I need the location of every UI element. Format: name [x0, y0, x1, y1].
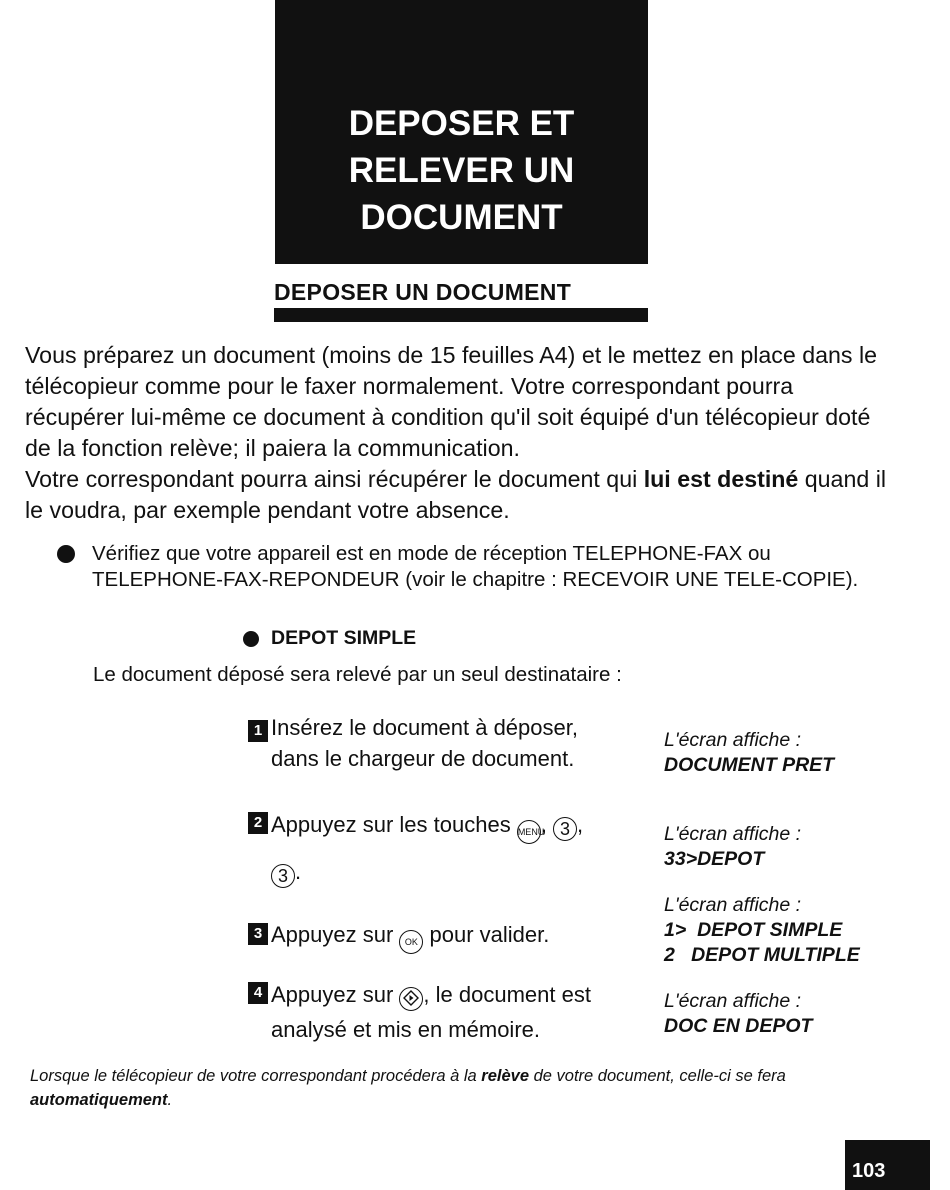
- footnote-text-3: .: [167, 1091, 173, 1109]
- step-number-2: 2: [248, 812, 268, 834]
- step-3-screen-value-1: 1> DEPOT SIMPLE: [664, 919, 843, 941]
- depot-simple-heading: DEPOT SIMPLE: [271, 627, 417, 649]
- step-4-screen-label: L'écran affiche :: [664, 990, 802, 1012]
- step-1-screen-label: L'écran affiche :: [664, 729, 802, 751]
- bullet-icon: [57, 545, 75, 563]
- step-3-line-1: Appuyez sur: [271, 922, 400, 947]
- section-heading: DEPOSER UN DOCUMENT: [274, 279, 572, 305]
- title-block: [275, 0, 648, 264]
- depot-simple-description: Le document déposé sera relevé par un seul destinataire :: [93, 663, 622, 686]
- intro-paragraph-1: Vous préparez un document (moins de 15 feuilles A4) et le mettez en place dans le télécopieur comme pour le faxer normalement. Votre correspondant pourra récupérer lui-même ce document à condition qu'il soit équipé d'un télécopieur doté de la fonction relève; il paiera la communication.: [25, 342, 878, 461]
- step-2-screen-label: L'écran affiche :: [664, 823, 802, 845]
- step-4-screen-value: DOC EN DEPOT: [664, 1015, 813, 1037]
- ok-key-icon: OK: [399, 930, 423, 954]
- step-2-text-cont: 3 .: [271, 856, 301, 888]
- step-2-screen-value: 33>DEPOT: [664, 848, 765, 870]
- step-3-line-1-end: pour valider.: [423, 922, 550, 947]
- step-1-line-1: Insérez le document à déposer,: [271, 715, 578, 740]
- footnote-bold-2: automatiquement: [30, 1091, 168, 1109]
- intro-p2-bold: lui est destiné: [643, 466, 799, 492]
- step-3-screen-label: L'écran affiche :: [664, 894, 802, 916]
- step-3-screen-value-2: 2 DEPOT MULTIPLE: [664, 944, 860, 966]
- menu-key-icon: MENU: [517, 820, 541, 844]
- intro-p2-text: Votre correspondant pourra ainsi récupérer le document qui: [25, 466, 644, 492]
- intro-p2-end: quand il le voudra, par exemple pendant votre absence.: [25, 466, 886, 523]
- bullet-text: Vérifiez que votre appareil est en mode de réception TELEPHONE-FAX ou TELEPHONE-FAX-REPONDEUR (voir le chapitre : RECEVOIR UNE TELE-COPIE).: [92, 542, 859, 591]
- intro-text: [25, 340, 895, 526]
- footnote: [30, 1064, 910, 1112]
- footnote-bold-1: relève: [481, 1067, 530, 1085]
- depot-simple-bullet-icon: [243, 631, 259, 647]
- step-4-line-1-end: , le document est: [423, 982, 591, 1007]
- step-4-line-1: [271, 979, 591, 1011]
- step-number-4: 4: [248, 982, 268, 1004]
- step-number-1: 1: [248, 720, 268, 742]
- step-4-line-2: analysé et mis en mémoire.: [271, 1017, 540, 1042]
- step-1-line-2: dans le chargeur de document.: [271, 746, 575, 771]
- step-3-text: [271, 919, 549, 954]
- step-4-text: [271, 979, 591, 1045]
- intro-paragraph-2: [25, 464, 895, 526]
- page-number-tab: [845, 1140, 930, 1190]
- page-title: DEPOSER ET RELEVER UN DOCUMENT: [348, 104, 575, 237]
- step-1-screen-value: DOCUMENT PRET: [664, 754, 835, 776]
- step-2-text: Appuyez sur les touches MENU, 3 ,: [271, 809, 583, 844]
- start-key-icon: [399, 987, 423, 1011]
- key-3-icon: 3: [553, 817, 577, 841]
- footnote-text-2: de votre document, celle-ci se fera: [529, 1067, 786, 1085]
- section-underline-bar: [274, 308, 648, 322]
- step-4-line-1-start: Appuyez sur: [271, 982, 400, 1007]
- step-1-text: [271, 712, 578, 774]
- key-3-icon-second: 3: [271, 864, 295, 888]
- footnote-text-1: Lorsque le télécopieur de votre correspondant procédera à la: [30, 1067, 482, 1085]
- page-number: 103: [852, 1160, 886, 1182]
- step-number-3: 3: [248, 923, 268, 945]
- step-2-line-1: Appuyez sur les touches: [271, 812, 517, 837]
